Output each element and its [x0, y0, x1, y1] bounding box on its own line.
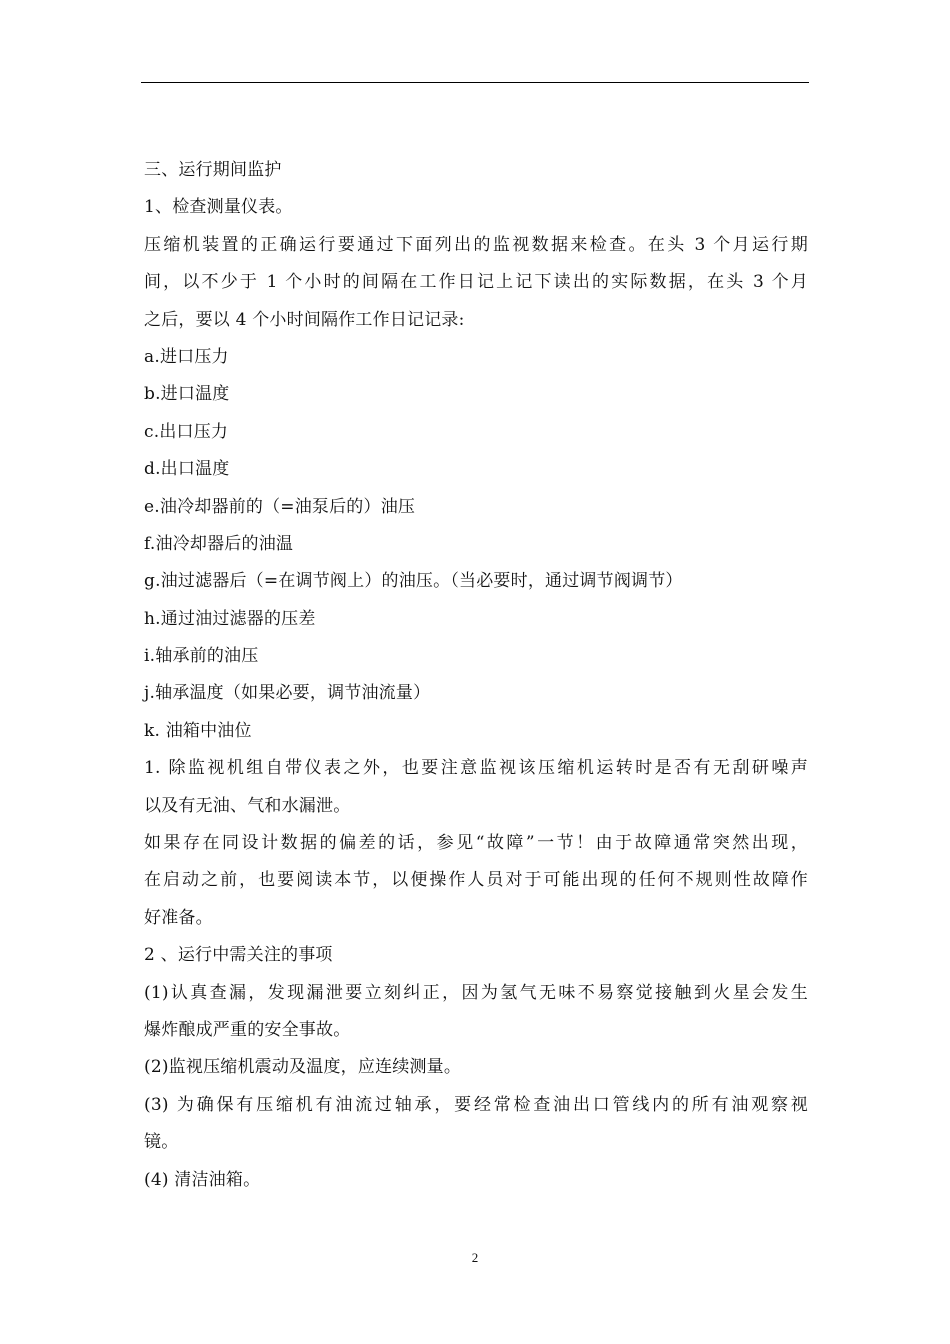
paragraph-line: 以及有无油、气和水漏泄。: [144, 795, 351, 816]
list-item: b.进口温度: [144, 384, 230, 405]
document-body: [144, 152, 808, 1199]
paragraph-line: 压缩机装置的正确运行要通过下面列出的监视数据来检查。在头 3 个月运行期: [144, 234, 808, 255]
list-item: h.通过油过滤器的压差: [144, 608, 316, 629]
paragraph-line: (4) 清洁油箱。: [144, 1169, 261, 1190]
subsection-heading: 2 、运行中需关注的事项: [144, 945, 333, 966]
paragraph-line: (1)认真查漏，发现漏泄要立刻纠正，因为氢气无味不易察觉接触到火星会发生: [144, 982, 808, 1003]
paragraph-line: 镜。: [144, 1132, 179, 1153]
paragraph-line: 1. 除监视机组自带仪表之外，也要注意监视该压缩机运转时是否有无刮研噪声: [144, 758, 808, 779]
list-item: c.出口压力: [144, 421, 229, 442]
subsection-heading: 1、检查测量仪表。: [144, 197, 293, 218]
paragraph-line: 在启动之前，也要阅读本节，以便操作人员对于可能出现的任何不规则性故障作: [144, 870, 808, 891]
list-item: j.轴承温度（如果必要，调节油流量）: [144, 683, 431, 704]
list-item: a.进口压力: [144, 346, 229, 367]
paragraph-line: (2)监视压缩机震动及温度，应连续测量。: [144, 1057, 462, 1078]
paragraph-line: 爆炸酿成严重的安全事故。: [144, 1019, 351, 1040]
list-item: d.出口温度: [144, 459, 230, 480]
list-item: e.油冷却器前的（=油泵后的）油压: [144, 496, 416, 517]
paragraph-line: 间，以不少于 1 个小时的间隔在工作日记上记下读出的实际数据，在头 3 个月: [144, 272, 808, 293]
paragraph-line: 好准备。: [144, 907, 213, 928]
list-item: g.油过滤器后（=在调节阀上）的油压。（当必要时，通过调节阀调节）: [144, 571, 683, 592]
list-item: k. 油箱中油位: [144, 720, 252, 741]
page-number: 2: [471, 1250, 479, 1265]
list-item: i.轴承前的油压: [144, 646, 259, 667]
header-rule: [141, 82, 809, 83]
paragraph-line: 之后，要以 4 个小时间隔作工作日记记录:: [144, 309, 465, 330]
paragraph-line: 如果存在同设计数据的偏差的话，参见“故障”一节！由于故障通常突然出现，: [144, 833, 808, 854]
section-heading: 三、运行期间监护: [144, 160, 282, 180]
paragraph-line: (3) 为确保有压缩机有油流过轴承，要经常检查油出口管线内的所有油观察视: [144, 1094, 808, 1115]
list-item: f.油冷却器后的油温: [144, 533, 294, 554]
